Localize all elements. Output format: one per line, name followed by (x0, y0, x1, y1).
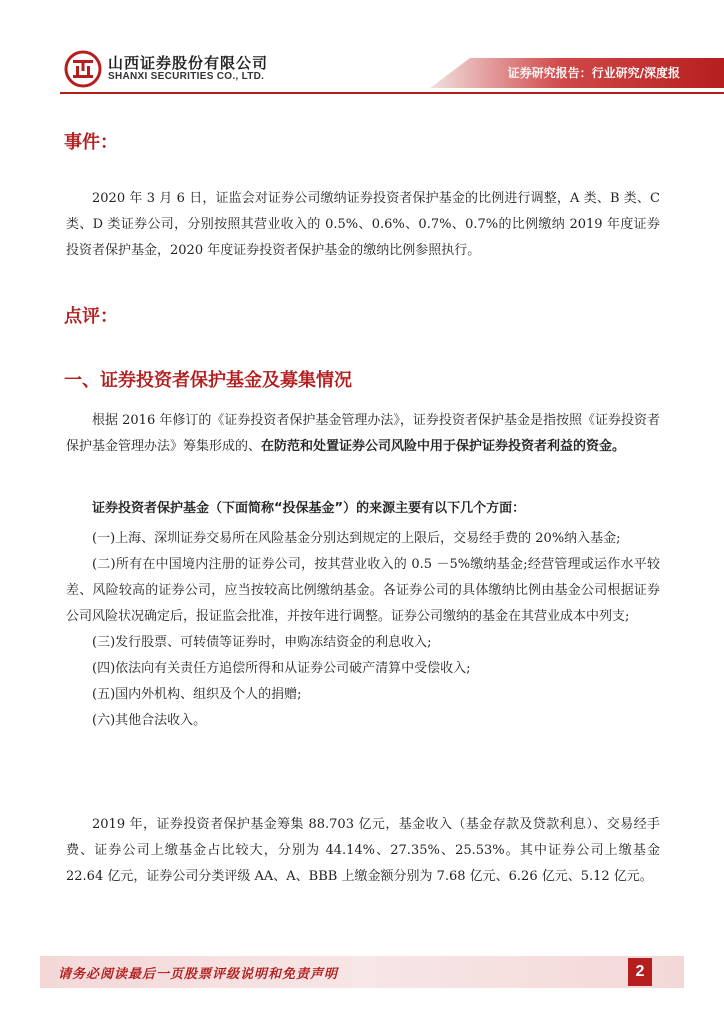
company-name-cn: 山西证券股份有限公司 (108, 54, 269, 72)
summary-text: 2019 年，证券投资者保护基金筹集 88.703 亿元，基金收入（基金存款及贷款利息）、交易经手费、证券公司上缴基金占比较大，分别为 44.14%、27.35%、25.53%。其中证券公司上缴基金 22.64 亿元，证券公司分类评级 AA、A、BBB 上缴金额分别为 7.68 亿元、6.26 亿元、5.12 亿元。 (66, 817, 660, 884)
event-body-text: 2020 年 3 月 6 日，证监会对证券公司缴纳证券投资者保护基金的比例进行调整，A 类、B 类、C 类、D 类证券公司，分别按照其营业收入的 0.5%、0.6%、0.7%、0.7%的比例缴纳 2019 年度证券投资者保护基金，2020 年度证券投资者保护基金的缴纳比例参照执行。 (66, 191, 660, 258)
list-item: (三)发行股票、可转债等证券时，申购冻结资金的利息收入; (92, 635, 432, 650)
sources-heading (66, 496, 660, 522)
intro-plain-text: 根据 2016 年修订的《证券投资者保护基金管理办法》，证券投资者保护基金是指按照《证券投资者保护基金管理办法》筹集形成的、 (66, 413, 660, 454)
section1-title: 一、证券投资者保护基金及募集情况 (64, 370, 352, 391)
page-header (0, 0, 724, 100)
section1-intro (66, 408, 660, 460)
list-item: (一)上海、深圳证券交易所在风险基金分别达到规定的上限后，交易经手费的 20%纳入基金; (92, 531, 621, 546)
sources-heading-text: 证券投资者保护基金（下面简称“投保基金”）的来源主要有以下几个方面： (92, 501, 526, 516)
header-divider (60, 92, 724, 94)
disclaimer-text: 请务必阅读最后一页股票评级说明和免责声明 (58, 967, 339, 982)
list-item: (四)依法向有关责任方追偿所得和从证券公司破产清算中受偿收入; (92, 661, 471, 676)
event-body (66, 186, 660, 264)
review-title: 点评： (64, 306, 118, 327)
page-number: 2 (628, 958, 652, 986)
list-item: (六)其他合法收入。 (92, 713, 207, 728)
source-list (66, 526, 660, 734)
list-item: (五)国内外机构、组织及个人的捐赠; (92, 687, 302, 702)
company-logo-icon (64, 50, 102, 88)
company-name-en: SHANXI SECURITIES CO., LTD. (108, 71, 265, 82)
event-title: 事件： (64, 132, 118, 153)
section1-summary (66, 812, 660, 890)
report-type-label: 证券研究报告：行业研究/深度报 (507, 66, 680, 80)
list-item: (二)所有在中国境内注册的证券公司，按其营业收入的 0.5 －5%缴纳基金;经营管理或运作水平较差、风险较高的证券公司，应当按较高比例缴纳基金。各证券公司的具体缴纳比例由基金公司根据证券公司风险状况确定后，报证监会批准，并按年进行调整。证券公司缴纳的基金在其营业成本中列支; (66, 557, 660, 624)
intro-bold-text: 在防范和处置证券公司风险中用于保护证券投资者利益的资金。 (261, 439, 626, 454)
